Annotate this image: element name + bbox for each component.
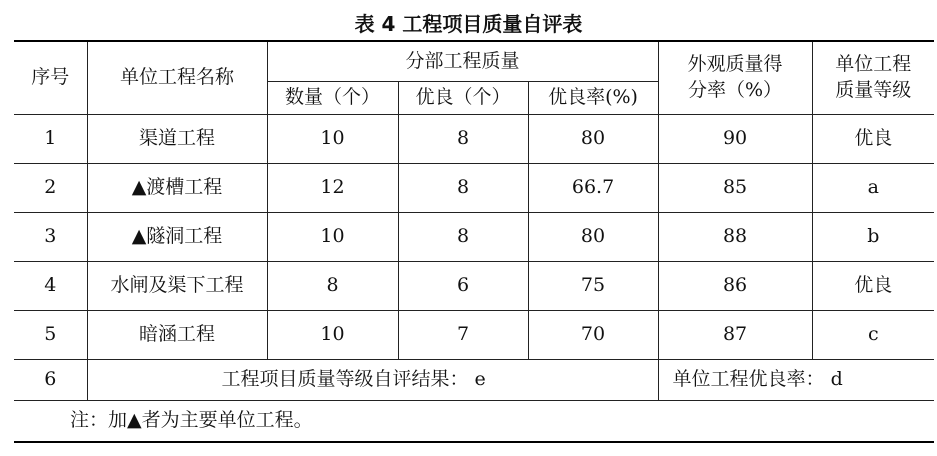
row-score: 88	[658, 212, 812, 261]
row-count: 10	[267, 310, 398, 359]
row-score: 90	[658, 114, 812, 163]
row-unit-name: 渠道工程	[87, 114, 267, 163]
row-grade: c	[812, 310, 934, 359]
row-unit-name: ▲渡槽工程	[87, 163, 267, 212]
project-grade-result: 工程项目质量等级自评结果： e	[87, 359, 658, 400]
header-count: 数量（个）	[267, 81, 398, 114]
row-index: 4	[14, 261, 87, 310]
unit-excellent-rate: 单位工程优良率： d	[658, 359, 934, 400]
row-excellent: 8	[398, 114, 528, 163]
row-grade: 优良	[812, 261, 934, 310]
row-count: 10	[267, 212, 398, 261]
row-unit-name: ▲隧洞工程	[87, 212, 267, 261]
table-row	[14, 212, 934, 261]
row-grade: a	[812, 163, 934, 212]
row-excellent: 8	[398, 212, 528, 261]
row-score: 86	[658, 261, 812, 310]
header-appearance-score: 外观质量得分率（%）	[658, 41, 812, 114]
quality-assessment-table	[14, 40, 934, 443]
header-index: 序号	[14, 41, 87, 114]
table-note: 注：加▲者为主要单位工程。	[14, 400, 934, 442]
row-rate: 66.7	[528, 163, 658, 212]
row-index: 2	[14, 163, 87, 212]
row-excellent: 8	[398, 163, 528, 212]
row-excellent: 7	[398, 310, 528, 359]
row-rate: 80	[528, 212, 658, 261]
row-rate: 70	[528, 310, 658, 359]
table-row	[14, 310, 934, 359]
header-excellent-rate: 优良率(%)	[528, 81, 658, 114]
header-excellent-count: 优良（个）	[398, 81, 528, 114]
header-row-main	[14, 41, 934, 81]
row-grade: b	[812, 212, 934, 261]
table-row	[14, 163, 934, 212]
row-count: 10	[267, 114, 398, 163]
summary-row	[14, 359, 934, 400]
header-unit-grade: 单位工程质量等级	[812, 41, 934, 114]
header-unit-name: 单位工程名称	[87, 41, 267, 114]
table-row	[14, 261, 934, 310]
row-index: 1	[14, 114, 87, 163]
row-count: 8	[267, 261, 398, 310]
header-sub-quality: 分部工程质量	[267, 41, 658, 81]
row-index: 5	[14, 310, 87, 359]
row-count: 12	[267, 163, 398, 212]
row-rate: 75	[528, 261, 658, 310]
row-index: 3	[14, 212, 87, 261]
summary-index: 6	[14, 359, 87, 400]
row-grade: 优良	[812, 114, 934, 163]
table-caption: 表 4 工程项目质量自评表	[354, 12, 583, 36]
row-unit-name: 暗涵工程	[87, 310, 267, 359]
row-score: 85	[658, 163, 812, 212]
table-row	[14, 114, 934, 163]
row-score: 87	[658, 310, 812, 359]
row-excellent: 6	[398, 261, 528, 310]
row-rate: 80	[528, 114, 658, 163]
note-row	[14, 400, 934, 442]
row-unit-name: 水闸及渠下工程	[87, 261, 267, 310]
